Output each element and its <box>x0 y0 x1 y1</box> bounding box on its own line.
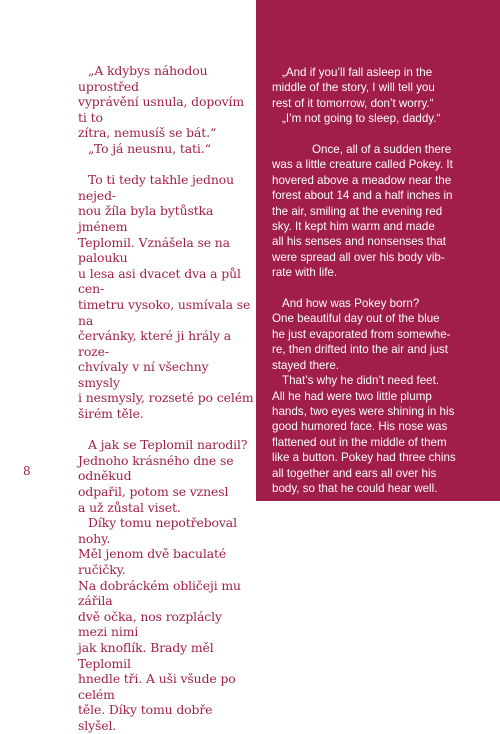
english-paragraph: Once, all of a sudden there was a little creature called Pokey. It hovered above a meadow near the forest about 14 and a half inches in the air, smiling at the evening red sky. It kept him warm and made all his senses and nonsenses that were spread all over his body vib- rate with life. <box>272 143 453 280</box>
czech-paragraph: „To já neusnu, tati.“ <box>88 140 211 156</box>
czech-paragraph: „A kdybys náhodou uprostřed vyprávění usnula, dopovím ti to zítra, nemusíš se bát.“ <box>78 63 244 141</box>
english-paragraph: „And if you’ll fall asleep in the middle of the story, I will tell you rest of it tomorrow, don’t worry.“ <box>272 66 435 110</box>
paragraph-gap <box>78 422 254 438</box>
czech-paragraph: A jak se Teplomil narodil? Jednoho krásného dne se odněkud odpařil, potom se vznesl a už zůstal viset. <box>78 437 248 515</box>
czech-text-column <box>78 63 254 734</box>
english-paragraph: That’s why he didn’t need feet. All he had were two little plump hands, two eyes were shining in his good humored face. His nose was flattened out in the middle of them like a button. Pokey had three chins all together and ears all over his body, so that he could hear well. <box>272 374 456 495</box>
paragraph-gap <box>78 157 254 173</box>
page-number: 8 <box>23 464 31 478</box>
czech-paragraph: To ti tedy takhle jednou nejed- nou žíla byla bytůstka jménem Teplomil. Vznášela se na palouku u lesa asi dvacet dva a půl cen- timetru vysoko, usmívala se na červánky, které ji hrály a roze- chvívaly v ní všechny smysly i nesmysly, rozseté po celém širém těle. <box>78 172 254 422</box>
paragraph-gap <box>272 281 496 296</box>
english-text-column <box>272 65 496 496</box>
czech-paragraph: Díky tomu nepotřeboval nohy. Měl jenom dvě baculaté ručičky. Na dobráckém obličeji mu zářila dvě očka, nos rozplácly mezi nimi jak knoflík. Brady měl Teplomil hnedle tři. A uši všude po celém těle. Díky tomu dobře slyšel. <box>78 515 241 733</box>
paragraph-gap <box>272 127 496 142</box>
english-paragraph: And how was Pokey born? One beautiful day out of the blue he just evaporated from somewhe- re, then drifted into the air and just stayed there. <box>272 297 451 372</box>
english-paragraph: „I’m not going to sleep, daddy.“ <box>282 112 441 126</box>
